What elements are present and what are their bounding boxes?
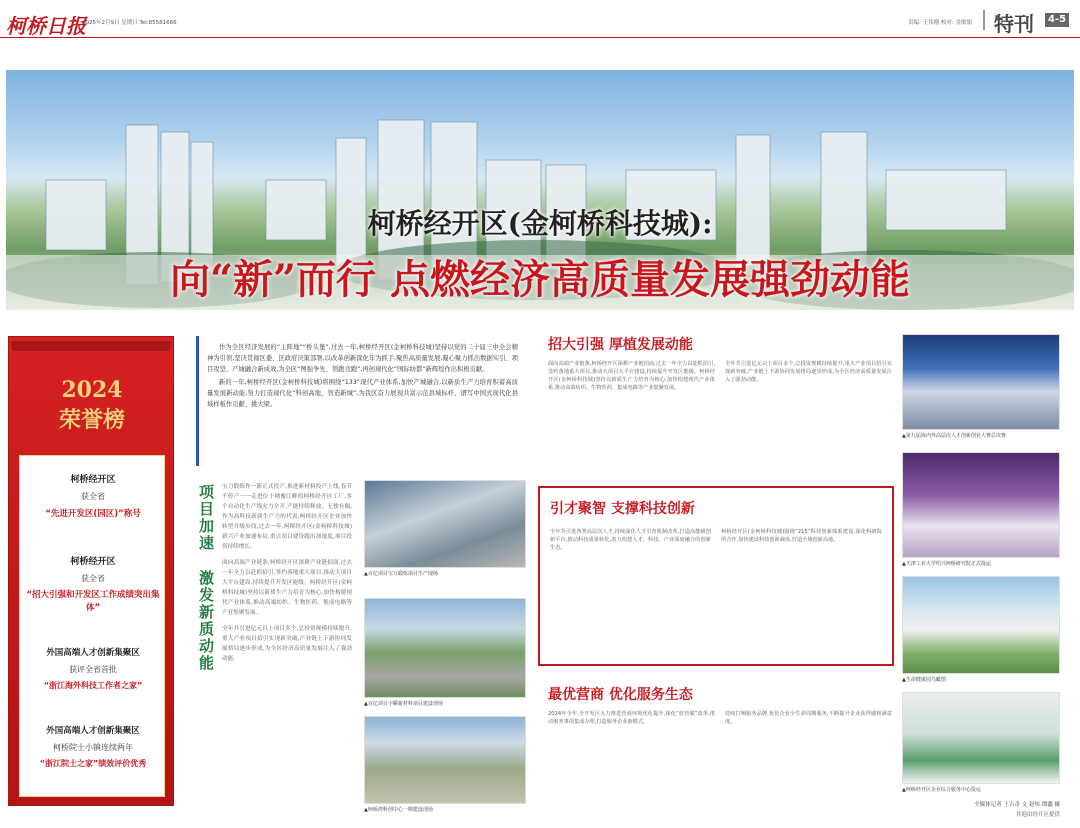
article-text: 2024年全年,全开发区大力推进营商环境优化提升,深化“放管服”改革,推动服务事项集成办理,打造服务企业新模式。: [548, 711, 715, 725]
section-2-box: [538, 486, 894, 666]
article-text: 面向高端产业链条,柯桥经开区深耕产业链招商,过去一年全力以赴抓招引,签约落地重大项目,推动大项目大平台建设,持续提升开发区能级。柯桥经开区(金柯桥科技城)坚持以新质生产力培育为核心,加快构建现代产业体系,推动高端纺织、生物医药、集成电路等产业集聚发展。: [222, 560, 352, 616]
intro-paragraph: 作为全区经济发展的“主阵地”“桥头堡”,过去一年,柯桥经开区(金柯桥科技城)坚持以党的二十届三中全会精神为引领,坚决贯彻区委、区政府决策部署,以改革创新深化年为抓手,聚焦高质量发展,凝心聚力抓出数据实引、项目攻坚、产城融合新成效,为全区“图强争先、领跑竞跑”,再创现代化“国际纺都”新辉煌作出积极贡献。: [207, 344, 518, 373]
honor-verb: 获评全省首批: [69, 665, 117, 674]
masthead: [0, 0, 1080, 38]
honor-panel: [8, 336, 174, 806]
honor-year: 2024: [61, 377, 123, 403]
photo-contest: [902, 334, 1060, 442]
page-number: 4-5: [1045, 13, 1069, 27]
intro-box: [196, 336, 526, 466]
tech-center-image: [364, 716, 526, 804]
vertical-heading-a: 项目加速: [197, 484, 215, 552]
contest-image: [902, 334, 1060, 430]
left-column-text: [222, 482, 352, 812]
hero-subtitle: 柯桥经开区(金柯桥科技城):: [367, 207, 713, 240]
photo-caption: ▲柯桥湾科创中心一期建设现场: [364, 807, 433, 813]
article-text: 柯桥经开区(金柯桥科技城)围绕“215”科技创新体系建设,深化科研院所合作,加快建设科技创新载体,打造全域创新高地。: [721, 529, 882, 543]
photo-factory: [364, 480, 526, 580]
honor-title: 荣誉榜: [58, 407, 125, 433]
section-1-title: 招大引强 厚植发展动能: [548, 337, 693, 353]
vertical-heading-b: 激发新质动能: [197, 570, 215, 672]
section-3-title: 最优营商 优化服务生态: [548, 687, 693, 703]
section-2-body: [550, 528, 882, 648]
honor-award: “浙江海外科技工作者之家”: [43, 681, 143, 690]
honor-org: 柯桥经开区: [70, 557, 116, 567]
section-name: 特刊: [994, 12, 1034, 36]
section-3-body: [548, 710, 892, 814]
intro-paragraph: 新的一年,柯桥经开区(金柯桥科技城)将围绕“133”现代产业体系,加快产城融合,以新质生产力培育积蓄高质量发展新动能,努力打造现代化“科创高地、智造新城”,为我区奋力展现共富示范县域标杆、谱写中国式现代化县域样板作贡献、挑大梁。: [207, 379, 518, 408]
honor-org: 外国高端人才创新集聚区: [46, 726, 140, 736]
photo-caption: ▲天津工业大学绍兴柯桥研究院正式投运: [902, 561, 991, 567]
honor-org: 外国高端人才创新集聚区: [46, 648, 140, 658]
article-text: 宝刀锻炼作一新正式投产,推进新材料投产上线,春节不停产一一走进位于纳豫江畔的柯桥经开区工厂,多个自动化生产线火力全开,产能持续释放。无独有偶,作为高科技新质生产力的代表,柯桥经开区企业加快转型升级步伐,过去一年,柯桥经开区(金柯桥科技城)新兴产业加速布局,重点项目建设跑出加速度,项目投资持续增长。: [222, 484, 352, 550]
honor-list: [19, 455, 165, 797]
photo-health-park: [902, 576, 1060, 686]
article-text: 持续打响服务品牌,优化企业全生命周期服务,不断提升企业获得感和满意度。: [725, 711, 892, 725]
photo-caption: ▲百亿项目宝万锻炼项目生产现场: [364, 571, 438, 577]
credit-line: 其他由经开区提供: [1015, 812, 1060, 818]
article-text: 全年共引进各类高层次人才,持续深化人才引育机制改革,打造高能级创新平台,推动科技成果转化,着力构建人才、科技、产业深度融合的创新生态。: [550, 529, 711, 551]
photo-caption: ▲柯桥经开区企业综合服务中心投运: [902, 787, 981, 793]
date-line: 2025年2月9日 星期日 Tel:85581666: [82, 20, 177, 26]
honor-award: “浙江院士之家”绩效评价优秀: [39, 759, 147, 768]
header-divider: [983, 10, 985, 30]
photo-tech-center: [364, 716, 526, 816]
paper-name: 柯桥日报: [6, 14, 86, 38]
hero-title: 向“新”而行 点燃经济高质量发展强劲动能: [170, 256, 910, 303]
honor-verb: 获全省: [81, 492, 105, 501]
honor-entry: [20, 724, 166, 769]
article-text: 全年共引进亿元以上项目多个,总投资规模持续提升,重大产业项目招引实现新突破,产业链上下游协同发展格局逐步形成,为全区经济高质量发展注入了强劲动能。: [725, 361, 892, 383]
photo-service-center: [902, 692, 1060, 796]
credit-line: 全媒体记者 王吉奇 文 赵炜 谭鑫 摄: [974, 802, 1060, 808]
photo-institute: [902, 452, 1060, 570]
section-1-body: [548, 360, 892, 490]
service-center-image: [902, 692, 1060, 784]
honor-entry: [20, 554, 166, 615]
article-text: 面向高端产业链条,柯桥经开区深耕产业链招商,过去一年全力以赴抓招引,签约落地重大项目,推动大项目大平台建设,持续提升开发区能级。柯桥经开区(金柯桥科技城)坚持以新质生产力培育为核心,加快构建现代产业体系,推动高端纺织、生物医药、集成电路等产业集聚发展。: [548, 361, 715, 391]
factory-image: [364, 480, 526, 568]
honor-entry: [20, 472, 166, 519]
photo-site: [364, 598, 526, 710]
site-image: [364, 598, 526, 698]
photo-caption: ▲生命健康园鸟瞰图: [902, 677, 946, 683]
honor-verb: 获全省: [81, 574, 105, 583]
hero-banner: [6, 70, 1074, 310]
credits: [902, 800, 1060, 818]
honor-org: 柯桥经开区: [70, 475, 116, 485]
honor-entry: [20, 646, 166, 691]
health-park-image: [902, 576, 1060, 674]
institute-image: [902, 452, 1060, 558]
honor-verb: 柯桥院士小镇连续两年: [53, 743, 133, 752]
section-2-title: 引才聚智 支撑科技创新: [550, 501, 695, 517]
editor-line: 责编: 王伟刚 校对: 金敏娟: [908, 20, 972, 26]
photo-caption: ▲第九届海内外高层次人才创新创业大赛总决赛: [902, 433, 1006, 439]
honor-award: “先进开发区(园区)”称号: [45, 509, 141, 519]
lantern-decor: [11, 341, 171, 371]
photo-caption: ▲百亿项目宇瞬新材料项目建设现场: [364, 701, 443, 707]
honor-award: “招大引强和开发区工作成绩突出集体”: [26, 590, 160, 613]
article-text: 全年共引进亿元以上项目多个,总投资规模持续提升,重大产业项目招引实现新突破,产业链上下游协同发展格局逐步形成,为全区经济高质量发展注入了强劲动能。: [222, 626, 352, 662]
